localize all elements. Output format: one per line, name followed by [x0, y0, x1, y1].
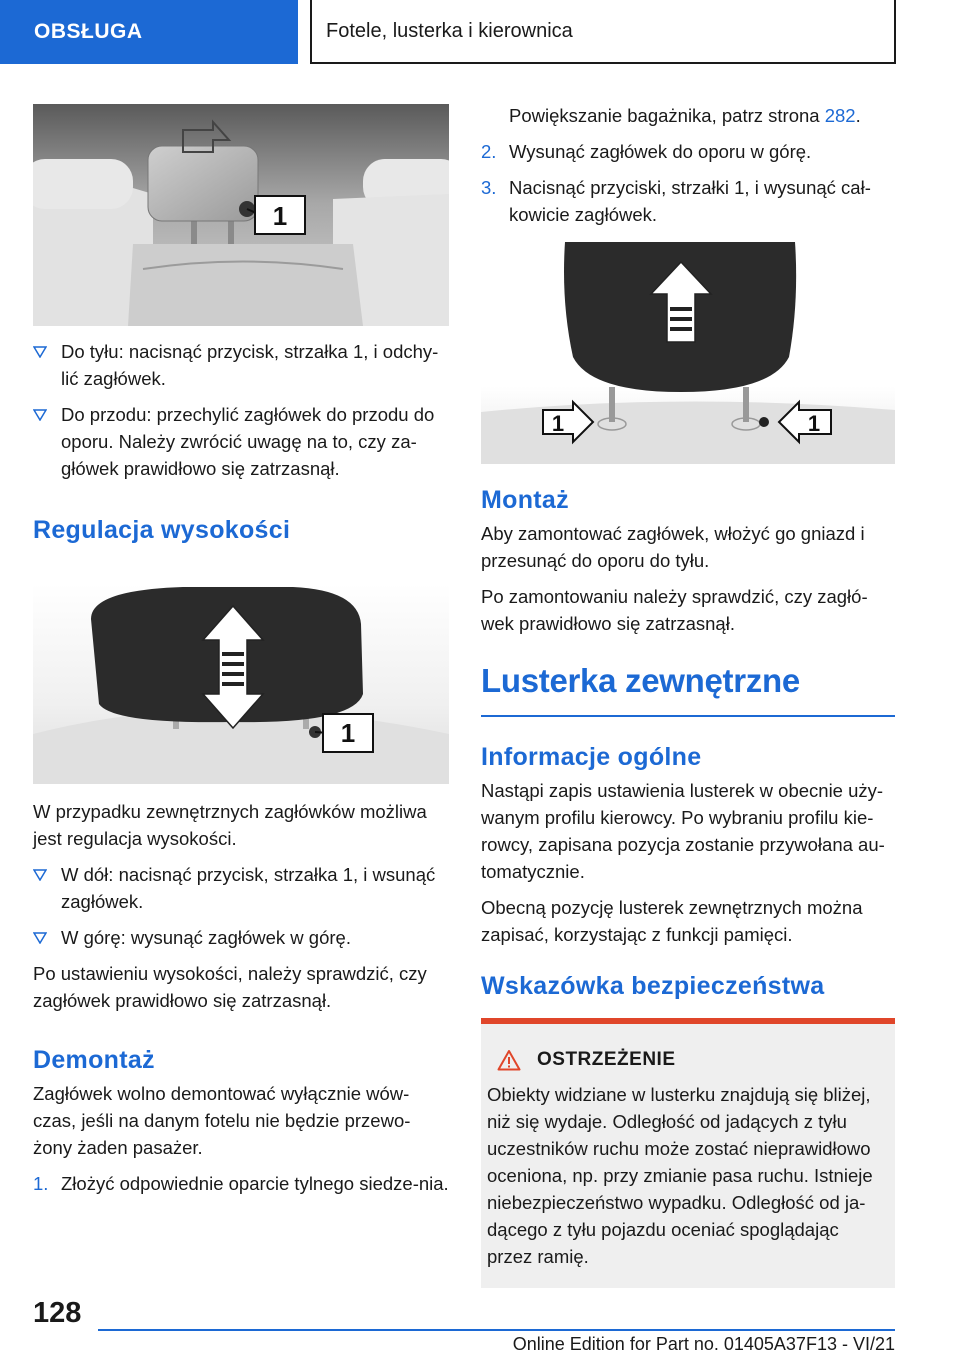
warning-triangle-icon — [497, 1049, 521, 1071]
heading-divider — [481, 715, 895, 717]
headrest-height-figure — [33, 584, 449, 784]
height-intro: W przypadku zewnętrznych zagłówków możliwa jest regulacja wysokości. — [33, 801, 427, 849]
page-link[interactable]: 282 — [824, 105, 856, 126]
page-number: 128 — [33, 1297, 82, 1329]
general-p2: Obecną pozycję lusterek zewnętrznych można zapisać, korzystając z funkcji pamięci. — [481, 897, 863, 945]
warning-box — [481, 1018, 895, 1288]
continued-text: Powiększanie bagażnika, patrz strona 282. — [509, 105, 861, 126]
bullet-text: Do tyłu: nacisnąć przycisk, strzałka 1, i odchy-lić zagłówek. — [61, 341, 439, 389]
heading-safety: Wskazówka bezpieczeństwa — [481, 972, 825, 1000]
step-text: Nacisnąć przyciski, strzałki 1, i wysunąć cał-kowicie zagłówek. — [509, 177, 871, 225]
heading-height: Regulacja wysokości — [33, 516, 291, 544]
warning-title: OSTRZEŻENIE — [537, 1049, 676, 1070]
warning-header — [487, 1046, 887, 1073]
list-item — [33, 338, 449, 392]
step-number: 1. — [33, 1173, 49, 1194]
chapter-title: Fotele, lusterka i kierownica — [326, 19, 573, 42]
heading-mirrors: Lusterka zewnętrzne — [481, 662, 800, 699]
bullet-text: W dół: nacisnąć przycisk, strzałka 1, i wsunąć zagłówek. — [61, 864, 436, 912]
height-after: Po ustawieniu wysokości, należy sprawdzić, czy zagłówek prawidłowo się zatrzasnął. — [33, 963, 427, 1011]
step-item — [33, 1170, 449, 1197]
headrest-tilt-figure — [33, 104, 449, 326]
left-column — [33, 104, 449, 1197]
footer-divider — [98, 1329, 895, 1331]
section-tab — [0, 0, 298, 64]
heading-removal: Demontaż — [33, 1046, 155, 1074]
step-number: 2. — [481, 141, 497, 162]
list-item — [33, 924, 449, 951]
heading-general: Informacje ogólne — [481, 743, 702, 771]
step-text: Złożyć odpowiednie oparcie tylnego siedze-nia. — [61, 1173, 449, 1194]
step-text: Wysunąć zagłówek do oporu w górę. — [509, 141, 812, 162]
headrest-removal-figure — [481, 242, 895, 464]
bullet-text: W górę: wysunąć zagłówek w górę. — [61, 927, 351, 948]
warning-text: Obiekty widziane w lusterku znajdują się bliżej, niż się wydaje. Odległość od jadących z tyłu uczestników ruchu może zostać nieprawidłowo oceniona, np. przy zmianie pasa ruchu. Istnieje niebezpieczeństwo wypadku. Odległość od ja-dącego z tyłu pojazdu oceniać spoglądając przez ramię. — [487, 1084, 873, 1267]
list-item — [33, 861, 449, 915]
triangle-bullet-icon — [33, 409, 47, 421]
triangle-bullet-icon — [33, 869, 47, 881]
bullet-text: Do przodu: przechylić zagłówek do przodu do oporu. Należy zwrócić uwagę na to, czy za-główek prawidłowo się zatrzasnął. — [61, 404, 435, 479]
heading-install: Montaż — [481, 486, 569, 514]
chapter-tab — [310, 0, 896, 64]
install-p1: Aby zamontować zagłówek, włożyć go gniazd i przesunąć do oporu do tyłu. — [481, 523, 865, 571]
install-p2: Po zamontowaniu należy sprawdzić, czy zagłó-wek prawidłowo się zatrzasnął. — [481, 586, 868, 634]
step-number: 3. — [481, 177, 497, 198]
step-item — [481, 174, 895, 228]
step-item — [481, 138, 895, 165]
section-title: OBSŁUGA — [34, 20, 143, 43]
figure3-callout-right: 1 — [807, 411, 821, 436]
right-column — [481, 102, 895, 1288]
edition-text: Online Edition for Part no. 01405A37F13 - VI/21 — [512, 1334, 895, 1354]
figure3-callout-left: 1 — [551, 411, 565, 436]
list-item — [33, 401, 449, 482]
triangle-bullet-icon — [33, 932, 47, 944]
figure2-callout: 1 — [340, 718, 356, 748]
figure1-callout: 1 — [272, 201, 288, 231]
removal-text: Zagłówek wolno demontować wyłącznie wów-czas, jeśli na danym fotelu nie będzie przewo-żony żaden pasażer. — [33, 1083, 411, 1158]
general-p1: Nastąpi zapis ustawienia lusterek w obecnie uży-wanym profilu kierowcy. Po wybraniu profilu kie-rowcy, zapisana pozycja zostanie przywołana au-tomatycznie. — [481, 780, 885, 882]
triangle-bullet-icon — [33, 346, 47, 358]
